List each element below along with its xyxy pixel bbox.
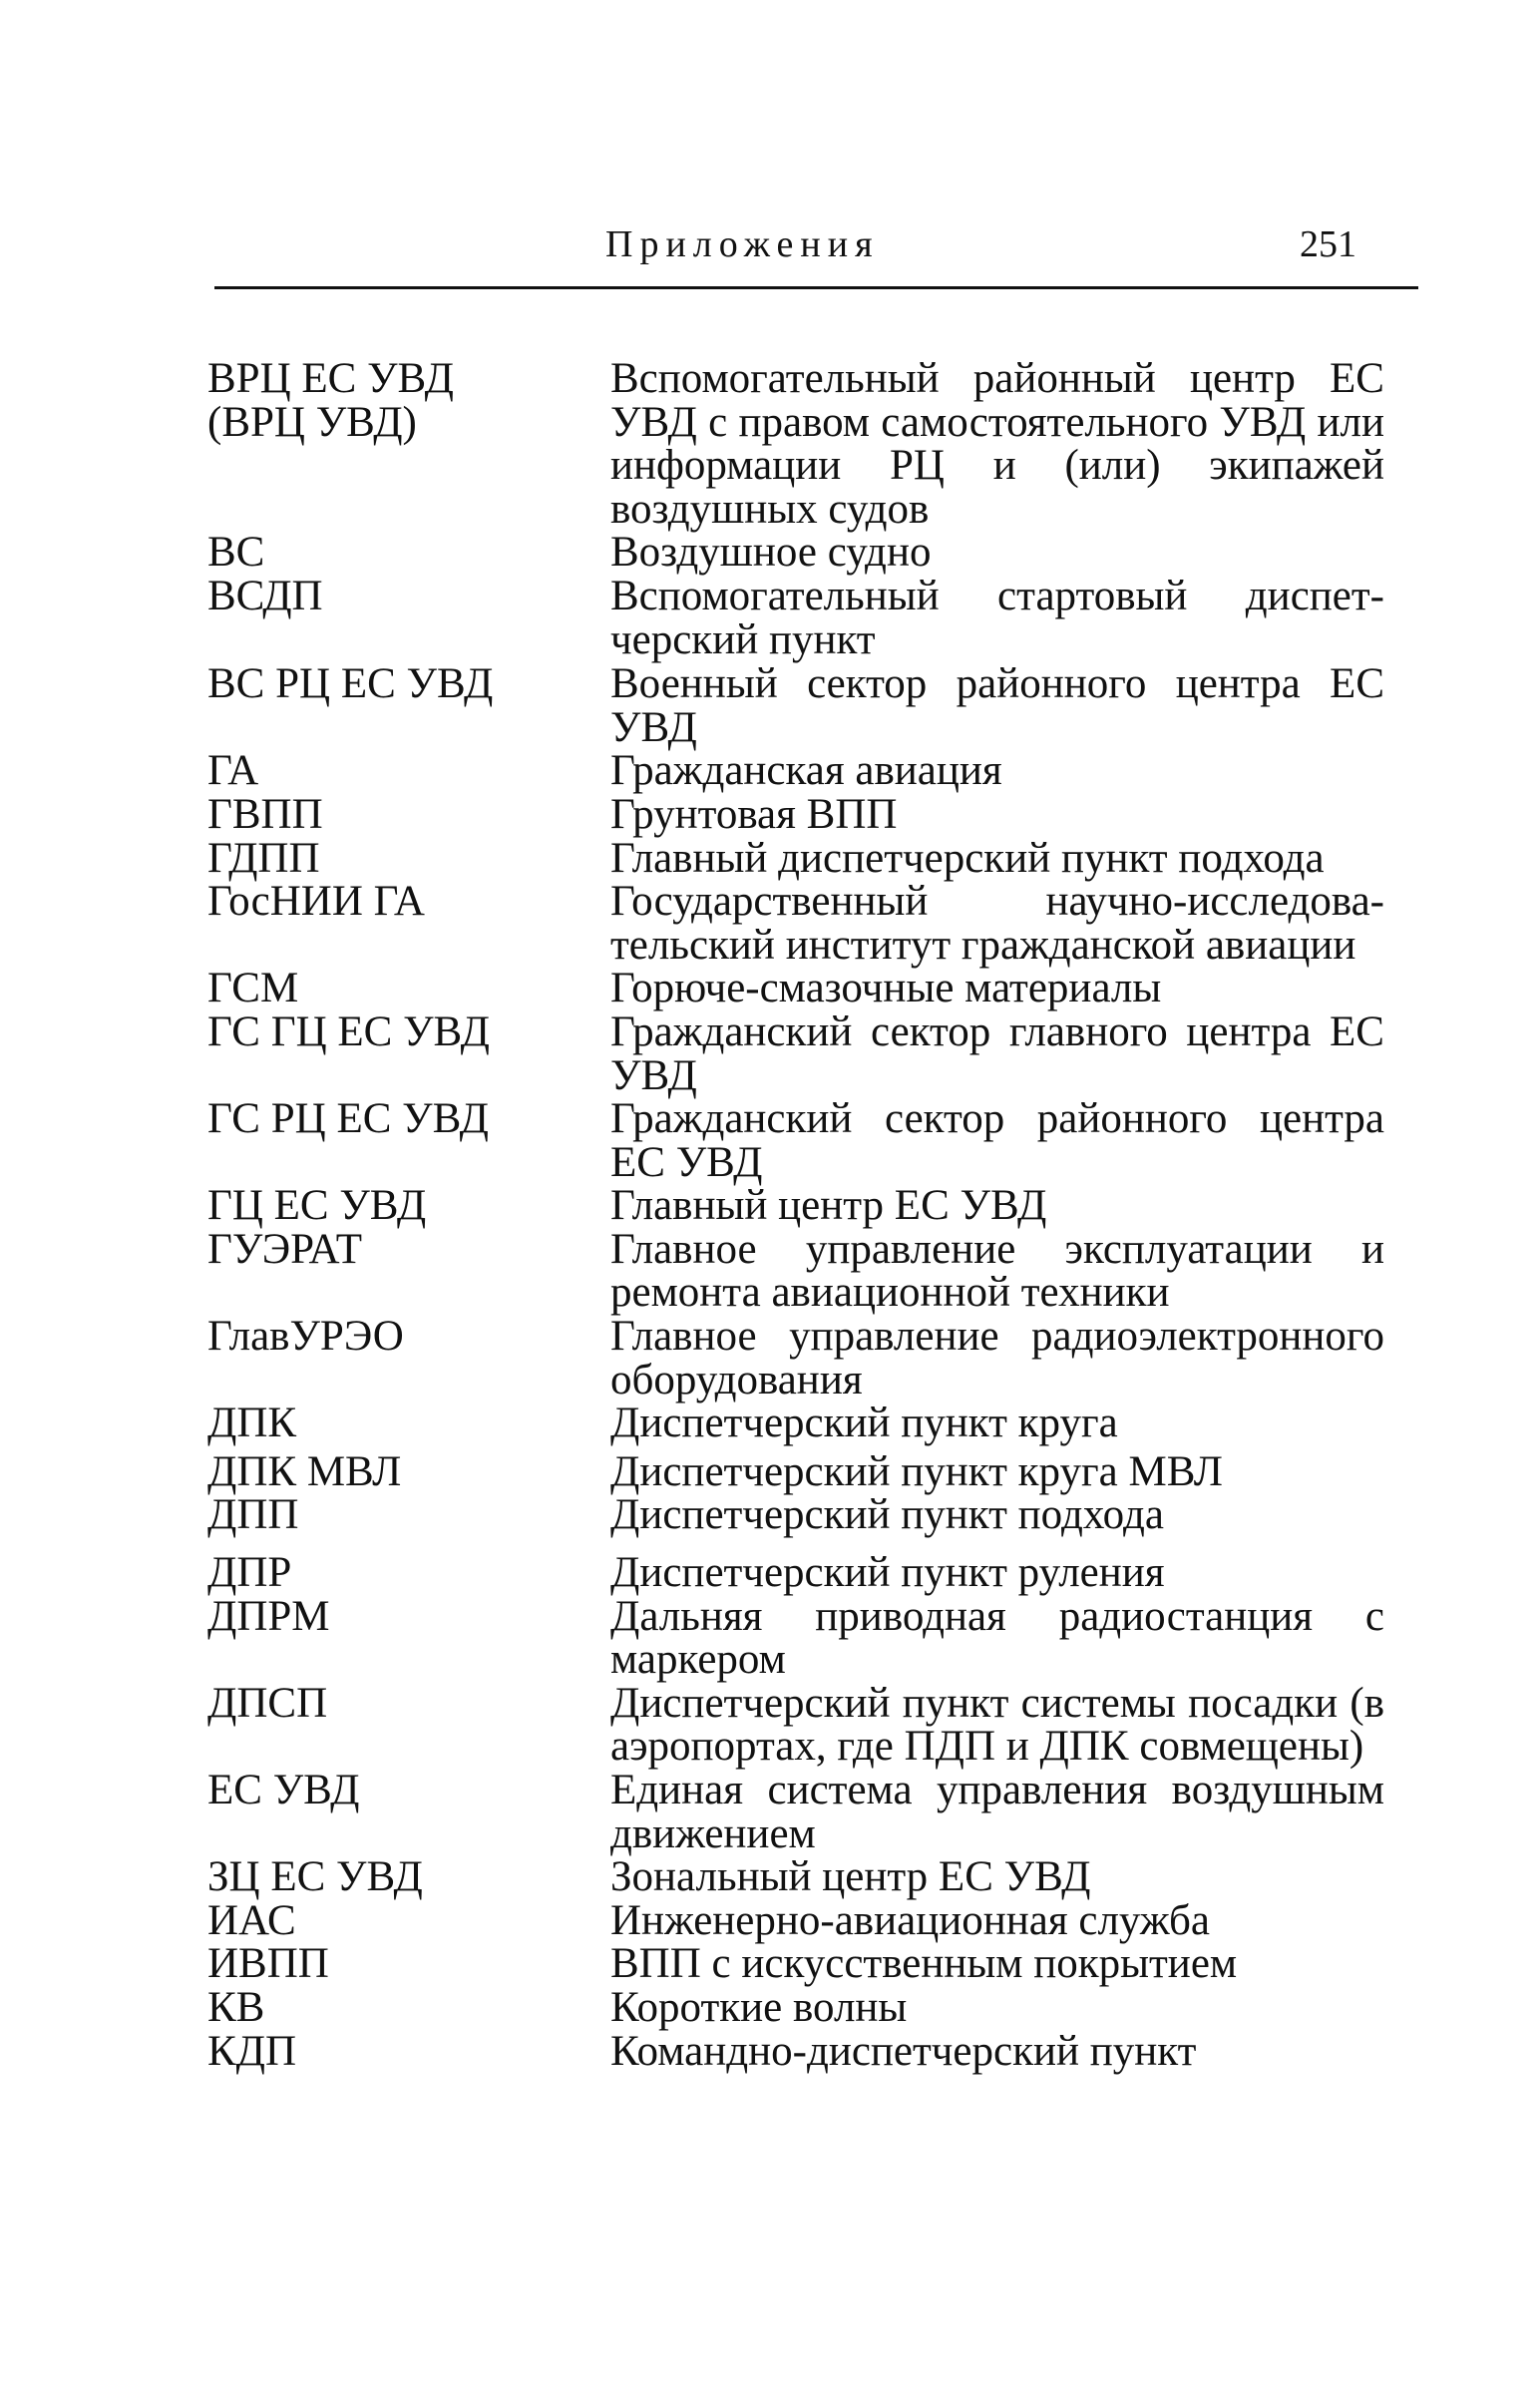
glossary-entry xyxy=(207,1007,1384,1099)
page-number: 251 xyxy=(1300,223,1356,265)
glossary-entry xyxy=(207,880,1384,967)
abbreviation-term: ДПСП xyxy=(207,1679,328,1727)
abbreviation-term: ВСДП xyxy=(207,572,323,619)
abbreviation-term: ДПРМ xyxy=(207,1592,330,1640)
abbreviation-definition: Диспетчерский пункт круга МВЛ xyxy=(610,1447,1223,1495)
glossary-entry xyxy=(207,1592,1384,1684)
abbreviation-definition: Короткие волны xyxy=(610,1983,908,2031)
abbreviation-definition: Инженерно-авиационная служба xyxy=(610,1896,1210,1944)
abbreviation-definition: Единая система управления воздушным движением xyxy=(610,1767,1384,1857)
abbreviation-term: ГС ГЦ ЕС УВД xyxy=(207,1007,490,1055)
abbreviation-definition: Грунтовая ВПП xyxy=(610,790,898,838)
abbreviation-term: ДПР xyxy=(207,1549,292,1597)
header-divider xyxy=(214,286,1418,289)
glossary-entry xyxy=(207,662,1384,749)
glossary-entry xyxy=(207,1679,1384,1771)
abbreviation-term: ИАС xyxy=(207,1896,296,1944)
glossary-entry xyxy=(207,572,1384,663)
glossary-entry xyxy=(207,1447,1384,1495)
glossary-entry xyxy=(207,1493,1384,1537)
abbreviation-term: ГДПП xyxy=(207,834,320,882)
abbreviation-term: ЕС УВД xyxy=(207,1767,360,1813)
abbreviation-term: ДПК МВЛ xyxy=(207,1447,402,1495)
glossary-entry xyxy=(207,1983,1384,2031)
abbreviation-term: ГСМ xyxy=(207,965,299,1012)
glossary-entry xyxy=(207,1551,1384,1595)
glossary-entry xyxy=(207,834,1384,882)
abbreviation-definition: Военный сектор районного центра ЕС УВД xyxy=(610,660,1384,751)
abbreviation-term: ГосНИИ ГА xyxy=(207,878,425,926)
abbreviation-definition: Государственный научно-исследовательский институт гражданской авиации xyxy=(610,878,1384,969)
glossary-entry xyxy=(207,967,1384,1010)
glossary-entry xyxy=(207,749,1384,793)
glossary-entry xyxy=(207,1225,1384,1317)
abbreviation-term: ГА xyxy=(207,747,259,795)
abbreviation-definition: Дальняя приводная радиостанция с маркером xyxy=(610,1592,1384,1684)
abbreviation-term: ИВПП xyxy=(207,1940,329,1988)
abbreviation-definition: Диспетчерский пункт руления xyxy=(610,1549,1165,1597)
glossary-entry xyxy=(207,1942,1384,1986)
abbreviation-term: ГВПП xyxy=(207,790,323,838)
glossary-entry xyxy=(207,1097,1384,1184)
abbreviation-term: ЗЦ ЕС УВД xyxy=(207,1853,423,1901)
glossary-entry xyxy=(207,2027,1384,2075)
abbreviation-definition: Диспетчерский пункт круга xyxy=(610,1400,1118,1447)
abbreviation-definition: Вспомогательный районный центр ЕС УВД с правом самостоятельного УВД или информации РЦ и (или) экипажей воздушных судов xyxy=(610,355,1384,533)
abbreviation-definition: Главный центр ЕС УВД xyxy=(610,1182,1047,1230)
abbreviation-definition: Главное управление радиоэлектронного оборудования xyxy=(610,1313,1384,1403)
abbreviation-definition: Воздушное судно xyxy=(610,529,932,577)
glossary-entry xyxy=(207,1855,1384,1899)
abbreviation-term: ДПП xyxy=(207,1491,299,1539)
abbreviation-definition: Гражданский сектор районного центра ЕС УВД xyxy=(610,1095,1384,1186)
abbreviation-definition: ВПП с искусственным покрытием xyxy=(610,1940,1238,1988)
glossary-entry xyxy=(207,1769,1384,1855)
abbreviation-definition: Вспомогательный стартовый диспетчерский пункт xyxy=(610,572,1384,663)
abbreviation-term: ГЦ ЕС УВД xyxy=(207,1182,427,1230)
abbreviation-definition: Гражданский сектор главного центра ЕС УВД xyxy=(610,1007,1384,1099)
abbreviation-definition: Гражданская авиация xyxy=(610,747,1002,795)
abbreviation-definition: Командно-диспетчерский пункт xyxy=(610,2027,1197,2075)
glossary-entry xyxy=(207,1184,1384,1228)
abbreviation-term: ВС РЦ ЕС УВД xyxy=(207,660,494,708)
abbreviation-term: ГлавУРЭО xyxy=(207,1313,404,1361)
glossary-entry xyxy=(207,790,1384,838)
abbreviation-term: ГС РЦ ЕС УВД xyxy=(207,1095,489,1143)
glossary-entry xyxy=(207,357,1384,531)
abbreviation-term: ДПК xyxy=(207,1400,297,1447)
abbreviation-definition: Главное управление эксплуатации и ремонта авиационной техники xyxy=(610,1225,1384,1317)
abbreviation-term: ВС xyxy=(207,529,265,577)
abbreviation-term: ВРЦ ЕС УВД (ВРЦ УВД) xyxy=(207,355,454,446)
abbreviation-term: ГУЭРАТ xyxy=(207,1225,363,1273)
abbreviation-definition: Диспетчерский пункт подхода xyxy=(610,1491,1164,1539)
abbreviation-definition: Диспетчерский пункт системы посадки (в аэропортах, где ПДП и ДПК совмещены) xyxy=(610,1679,1384,1771)
glossary-entry xyxy=(207,531,1384,575)
glossary-entry xyxy=(207,1896,1384,1944)
glossary-entry xyxy=(207,1402,1384,1445)
abbreviation-term: КДП xyxy=(207,2027,297,2075)
page-running-title: Приложения xyxy=(605,223,880,265)
abbreviation-definition: Зональный центр ЕС УВД xyxy=(610,1853,1091,1901)
abbreviation-glossary xyxy=(207,357,1384,2073)
abbreviation-definition: Главный диспетчерский пункт подхода xyxy=(610,834,1325,882)
abbreviation-definition: Горюче-смазочные материалы xyxy=(610,965,1162,1012)
glossary-entry xyxy=(207,1315,1384,1402)
abbreviation-term: КВ xyxy=(207,1983,265,2031)
